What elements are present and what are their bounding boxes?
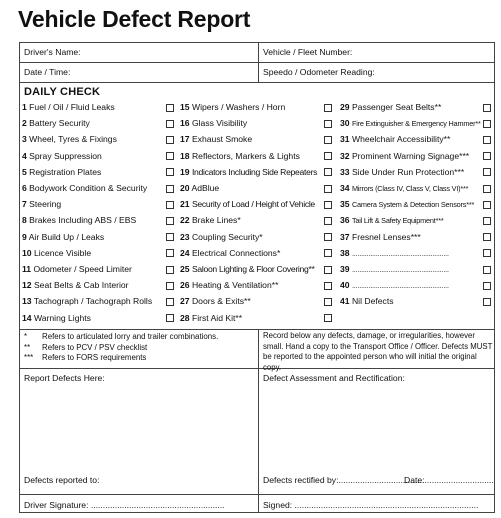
- checklist-item-34: [340, 183, 468, 194]
- checkbox-item-14[interactable]: [166, 314, 174, 322]
- item-label: Bodywork Condition & Security: [29, 183, 148, 193]
- item-label: Reflectors, Markers & Lights: [191, 150, 300, 161]
- checkbox-item-16[interactable]: [324, 120, 332, 128]
- checklist-item-1: [22, 102, 115, 113]
- note-mark: *: [24, 332, 28, 341]
- item-label: Saloon Lighting & Floor Covering**: [191, 264, 315, 274]
- item-number: 12: [22, 280, 32, 291]
- item-number: 24: [180, 247, 190, 258]
- item-number: 27: [180, 296, 190, 307]
- item-label: Seat Belts & Cab Interior: [33, 280, 129, 291]
- checklist-item-5: [22, 167, 101, 178]
- divider: [19, 329, 495, 330]
- checklist-item-19: [180, 167, 317, 178]
- checkbox-item-12[interactable]: [166, 282, 174, 290]
- item-label: Doors & Exits**: [191, 296, 251, 307]
- item-label: Passenger Seat Belts**: [351, 102, 442, 112]
- checkbox-item-11[interactable]: [166, 266, 174, 274]
- item-number: 19: [180, 166, 190, 177]
- checkbox-item-8[interactable]: [166, 217, 174, 225]
- item-label: Spray Suppression: [29, 150, 102, 161]
- checklist-item-15: [180, 102, 285, 113]
- item-number: 9: [22, 231, 27, 242]
- checkbox-item-27[interactable]: [324, 298, 332, 306]
- item-label: Wheelchair Accessibility**: [351, 134, 451, 145]
- page-title: Vehicle Defect Report: [18, 6, 251, 32]
- item-number: 2: [22, 118, 27, 129]
- item-number: 15: [180, 102, 190, 112]
- checkbox-item-23[interactable]: [324, 233, 332, 241]
- checklist-item-17: [180, 134, 252, 145]
- report-defects-area[interactable]: Report Defects Here:: [24, 373, 105, 383]
- item-label: Mirrors (Class IV, Class V, Class VI)***: [351, 184, 469, 193]
- item-number: 31: [340, 134, 350, 145]
- item-label: AdBlue: [191, 183, 220, 193]
- checkbox-item-21[interactable]: [324, 201, 332, 209]
- note-mark: ***: [24, 353, 34, 362]
- item-number: 25: [180, 264, 190, 274]
- note-mark: **: [24, 342, 31, 352]
- checkbox-item-10[interactable]: [166, 249, 174, 257]
- item-label: Glass Visibility: [191, 118, 248, 129]
- checklist-item-14: [22, 313, 91, 324]
- item-number: 33: [340, 166, 350, 177]
- checkbox-item-9[interactable]: [166, 233, 174, 241]
- item-label: Tail Lift & Safety Equipment***: [351, 216, 444, 226]
- item-number: 8: [22, 215, 27, 226]
- item-number: 4: [22, 150, 27, 161]
- checkbox-item-13[interactable]: [166, 298, 174, 306]
- item-number: 17: [180, 134, 190, 145]
- checkbox-item-3[interactable]: [166, 136, 174, 144]
- divider: [258, 42, 259, 82]
- item-label: Licence Visible: [33, 247, 92, 258]
- signed-field[interactable]: Signed: .............................................................................: [263, 500, 479, 510]
- checkbox-item-31[interactable]: [483, 136, 491, 144]
- checklist-item-24: [180, 248, 280, 259]
- checklist-item-18: [180, 151, 300, 162]
- item-label: Steering: [29, 199, 62, 210]
- item-number: 13: [22, 296, 32, 307]
- item-label: .....................................................: [351, 281, 449, 291]
- checkbox-item-29[interactable]: [483, 104, 491, 112]
- item-number: 35: [340, 199, 350, 210]
- checklist-item-22: [180, 215, 241, 226]
- note-text: Refers to FORS requirements: [42, 353, 147, 362]
- checkbox-item-1[interactable]: [166, 104, 174, 112]
- checklist-item-31: [340, 134, 450, 145]
- item-label: First Aid Kit**: [191, 312, 243, 323]
- checkbox-item-18[interactable]: [324, 152, 332, 160]
- item-number: 14: [22, 312, 32, 323]
- item-number: 7: [22, 199, 27, 210]
- checklist-item-11: [22, 264, 132, 275]
- item-label: Security of Load / Height of Vehicle: [191, 199, 315, 210]
- checklist-item-20: [180, 183, 219, 194]
- item-label: Wipers / Washers / Horn: [191, 102, 286, 112]
- checklist-item-16: [180, 118, 247, 129]
- drivers-name-field[interactable]: Driver's Name:: [24, 47, 81, 57]
- checkbox-item-30[interactable]: [483, 120, 491, 128]
- checkbox-item-41[interactable]: [483, 298, 491, 306]
- checklist-item-3: [22, 134, 117, 145]
- checkbox-item-36[interactable]: [483, 217, 491, 225]
- checklist-item-29: [340, 102, 441, 113]
- checkbox-item-7[interactable]: [166, 201, 174, 209]
- item-number: 23: [180, 231, 190, 242]
- driver-signature-field[interactable]: Driver Signature: ........................................................: [24, 500, 225, 510]
- checklist-item-33: [340, 167, 464, 178]
- vehicle-fleet-number-field[interactable]: Vehicle / Fleet Number:: [263, 47, 353, 57]
- checklist-item-27: [180, 296, 251, 307]
- item-number: 21: [180, 199, 190, 210]
- checklist-item-2: [22, 118, 90, 129]
- item-label: Battery Security: [29, 118, 90, 129]
- checklist-item-4: [22, 151, 102, 162]
- checkbox-item-2[interactable]: [166, 120, 174, 128]
- item-number: 22: [180, 215, 190, 226]
- checkbox-item-15[interactable]: [324, 104, 332, 112]
- checkbox-item-17[interactable]: [324, 136, 332, 144]
- item-number: 32: [340, 150, 350, 161]
- item-number: 18: [180, 150, 190, 161]
- note-text: Refers to PCV / PSV checklist: [42, 342, 148, 352]
- item-number: 3: [22, 134, 27, 145]
- checklist-item-39: [340, 264, 449, 275]
- item-label: Tachograph / Tachograph Rolls: [33, 296, 153, 307]
- checklist-item-38: [340, 248, 449, 259]
- item-label: Brake Lines*: [191, 215, 241, 226]
- divider: [19, 494, 495, 495]
- checklist-item-36: [340, 215, 444, 226]
- checkbox-item-24[interactable]: [324, 249, 332, 257]
- item-number: 26: [180, 280, 190, 291]
- item-label: Side Under Run Protection***: [351, 166, 465, 177]
- checklist-item-40: [340, 280, 449, 291]
- checkbox-item-22[interactable]: [324, 217, 332, 225]
- speedo-reading-field[interactable]: Speedo / Odometer Reading:: [263, 67, 375, 77]
- item-label: Wheel, Tyres & Fixings: [29, 134, 117, 145]
- checkbox-item-35[interactable]: [483, 201, 491, 209]
- checklist-item-10: [22, 248, 91, 259]
- checkbox-item-39[interactable]: [483, 266, 491, 274]
- checkbox-item-26[interactable]: [324, 282, 332, 290]
- checklist-item-9: [22, 232, 104, 243]
- divider: [258, 329, 259, 513]
- item-number: 16: [180, 118, 190, 129]
- checkbox-item-4[interactable]: [166, 152, 174, 160]
- item-number: 36: [340, 215, 350, 226]
- item-number: 20: [180, 183, 190, 193]
- checklist-item-25: [180, 264, 315, 275]
- item-number: 34: [340, 183, 350, 193]
- defects-rectified-by-field[interactable]: Defects rectified by:....................................: [263, 475, 425, 485]
- item-label: Fire Extinguisher & Emergency Hammer**: [351, 119, 481, 129]
- checkbox-item-34[interactable]: [483, 185, 491, 193]
- checklist-item-32: [340, 151, 469, 162]
- note-text: Refers to articulated lorry and trailer combinations.: [42, 332, 219, 341]
- defect-assessment-area[interactable]: Defect Assessment and Rectification:: [263, 373, 405, 383]
- item-label: Prominent Warning Signage***: [351, 150, 470, 161]
- instructions-note: Record below any defects, damage, or irregularities, however small. Hand a copy to the Transport Office / Officer. Defects MUST be reported to the appointed person who will initial the original copy.: [263, 331, 493, 372]
- checklist-item-23: [180, 232, 263, 243]
- item-number: 37: [340, 231, 350, 242]
- item-number: 1: [22, 102, 27, 112]
- checkbox-item-32[interactable]: [483, 152, 491, 160]
- item-label: Registration Plates: [29, 166, 102, 177]
- checkbox-item-33[interactable]: [483, 168, 491, 176]
- item-number: 30: [340, 118, 350, 129]
- item-label: Nil Defects: [351, 296, 394, 307]
- checkbox-item-40[interactable]: [483, 282, 491, 290]
- checkbox-item-25[interactable]: [324, 266, 332, 274]
- checklist-item-12: [22, 280, 129, 291]
- checklist-item-28: [180, 313, 242, 324]
- defects-reported-to-field[interactable]: Defects reported to:: [24, 475, 100, 485]
- date-time-field[interactable]: Date / Time:: [24, 67, 71, 77]
- item-number: 5: [22, 166, 27, 177]
- item-number: 39: [340, 264, 350, 274]
- checklist-item-26: [180, 280, 278, 291]
- checklist-item-21: [180, 199, 315, 210]
- item-number: 11: [22, 264, 32, 274]
- item-number: 41: [340, 296, 350, 307]
- item-label: Indicators Including Side Repeaters: [191, 166, 318, 177]
- checkbox-item-19[interactable]: [324, 168, 332, 176]
- checkbox-item-6[interactable]: [166, 185, 174, 193]
- item-label: Camera System & Detection Sensors***: [351, 200, 475, 210]
- checkbox-item-28[interactable]: [324, 314, 332, 322]
- daily-check-heading: DAILY CHECK: [24, 86, 101, 98]
- checklist-item-6: [22, 183, 147, 194]
- item-label: Electrical Connections*: [191, 247, 281, 258]
- item-label: .....................................................: [351, 265, 449, 274]
- item-number: 29: [340, 102, 350, 112]
- item-label: Coupling Security*: [191, 231, 263, 242]
- divider: [19, 62, 495, 63]
- item-label: Exhaust Smoke: [191, 134, 253, 145]
- item-label: Warning Lights: [33, 312, 91, 323]
- divider: [19, 82, 495, 83]
- checklist-item-30: [340, 118, 481, 129]
- rectified-date-field[interactable]: Date:.............................: [404, 475, 494, 485]
- item-label: .....................................................: [351, 248, 449, 258]
- checklist-item-13: [22, 296, 152, 307]
- checklist-item-37: [340, 232, 421, 243]
- checklist-item-35: [340, 199, 474, 210]
- checkbox-item-38[interactable]: [483, 249, 491, 257]
- item-label: Heating & Ventilation**: [191, 280, 279, 291]
- checklist-item-7: [22, 199, 61, 210]
- item-label: Odometer / Speed Limiter: [33, 264, 132, 274]
- checklist-item-41: [340, 296, 394, 307]
- item-label: Brakes Including ABS / EBS: [29, 215, 137, 226]
- item-number: 38: [340, 247, 350, 258]
- item-number: 6: [22, 183, 27, 193]
- checkbox-item-5[interactable]: [166, 168, 174, 176]
- item-number: 40: [340, 280, 350, 291]
- checklist-item-8: [22, 215, 136, 226]
- checkbox-item-20[interactable]: [324, 185, 332, 193]
- item-number: 28: [180, 312, 190, 323]
- item-label: Air Build Up / Leaks: [28, 231, 105, 242]
- item-label: Fresnel Lenses***: [351, 231, 421, 242]
- checkbox-item-37[interactable]: [483, 233, 491, 241]
- item-label: Fuel / Oil / Fluid Leaks: [29, 102, 115, 112]
- item-number: 10: [22, 247, 32, 258]
